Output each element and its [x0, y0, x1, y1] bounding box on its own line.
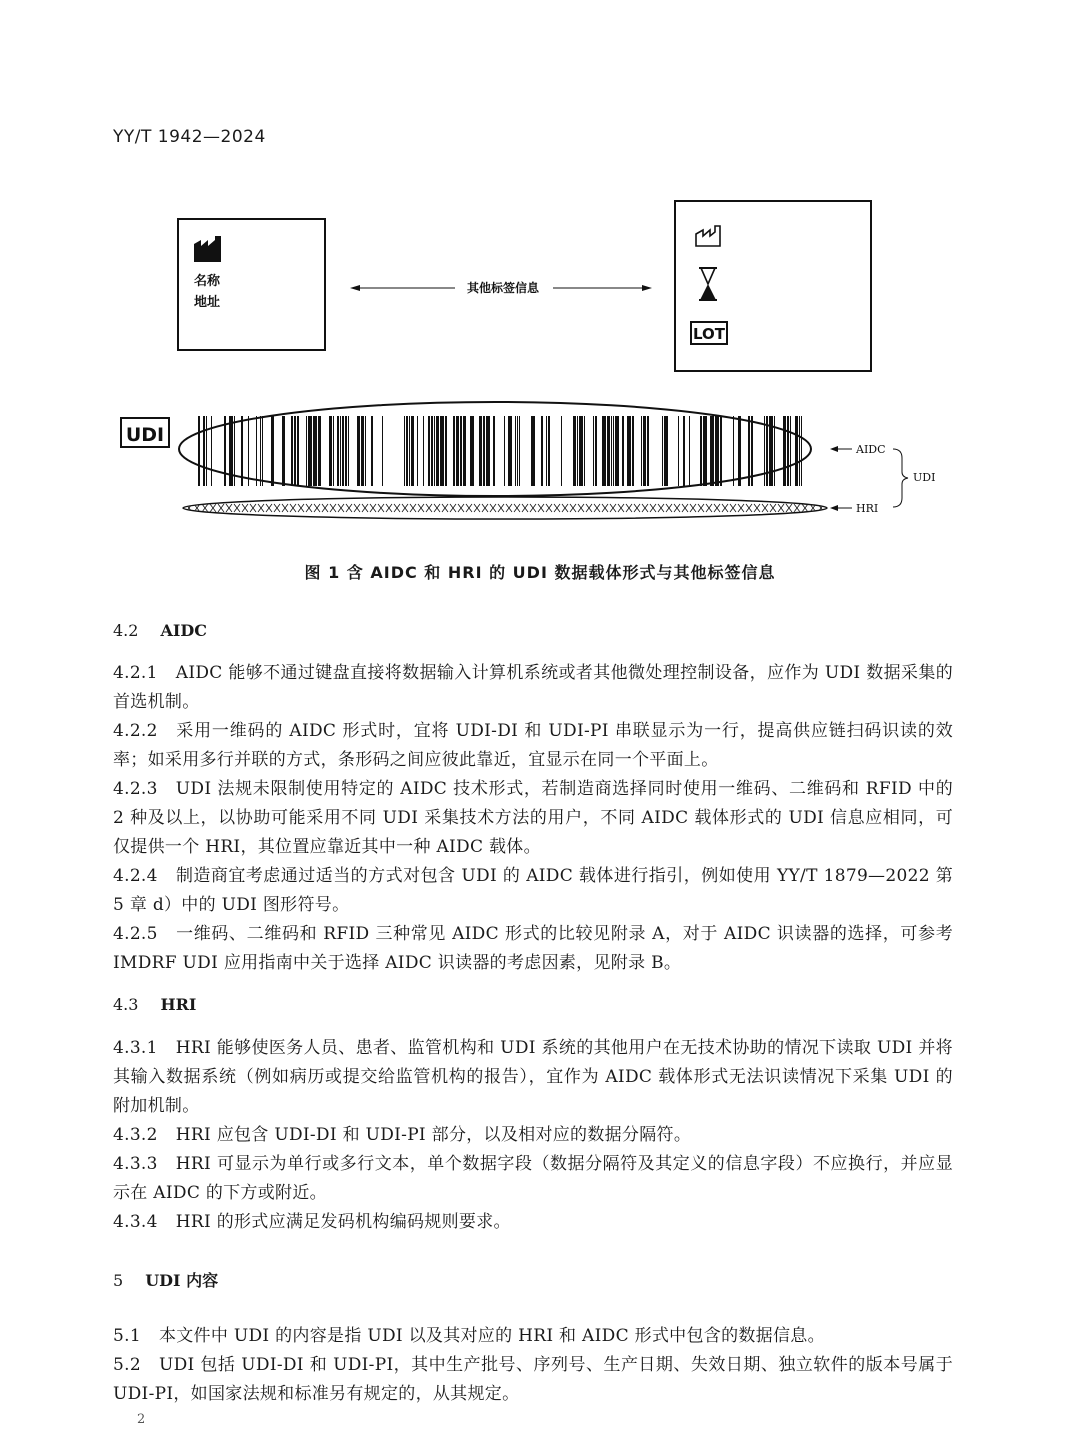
barcode-bar: [371, 416, 373, 486]
barcode-bar: [256, 416, 257, 486]
barcode-bar: [431, 416, 433, 486]
barcode-bar: [504, 416, 505, 486]
hri-cross-mark: [714, 504, 720, 512]
barcode-bar: [515, 416, 516, 486]
paragraph-4-3-3: 4.3.3 HRI 可显示为单行或多行文本，单个数据字段（数据分隔符及其定义的信息字段）不应换行，并应显示在 AIDC 的下方或附近。: [113, 1154, 953, 1203]
section-heading-5: 5 UDI 内容: [113, 1271, 219, 1290]
barcode-bar: [434, 416, 435, 486]
hri-cross-mark: [554, 504, 560, 512]
hri-cross-mark: [674, 504, 680, 512]
barcode-bar: [662, 416, 663, 486]
barcode-bar: [211, 416, 212, 486]
barcode-bar: [541, 416, 543, 486]
barcode-bar: [333, 416, 334, 486]
address-label: 地址: [194, 295, 221, 310]
aidc-label: AIDC: [856, 443, 886, 456]
barcode-bar: [456, 416, 459, 486]
barcode-bar: [579, 416, 583, 486]
hri-cross-mark: [618, 504, 624, 512]
hri-cross-mark: [778, 504, 784, 512]
paragraph-4-3-1: 4.3.1 HRI 能够使医务人员、患者、监管机构和 UDI 系统的其他用户在无技术协助的情况下读取 UDI 并将其输入数据系统（例如病历或提交给监管机构的报告），宜作为 AIDC 载体形式无法识读情况下采集 UDI 的附加机制。: [113, 1038, 953, 1116]
svg-text:LOT: LOT: [692, 325, 726, 343]
hri-cross-mark: [418, 504, 424, 512]
hri-cross-mark: [514, 504, 520, 512]
hri-cross-mark: [562, 504, 568, 512]
hri-cross-mark: [722, 504, 728, 512]
barcode-bar: [365, 416, 366, 486]
barcode-bar: [795, 416, 798, 486]
hri-cross-mark: [202, 504, 208, 512]
barcode-bar: [764, 416, 765, 486]
barcode-bar: [799, 416, 800, 486]
barcode-bar: [203, 416, 205, 486]
hri-cross-mark: [690, 504, 696, 512]
hri-cross-mark: [522, 504, 528, 512]
hri-cross-mark: [506, 504, 512, 512]
hri-cross-mark: [578, 504, 584, 512]
barcode-bar: [329, 416, 332, 486]
hri-cross-mark: [306, 504, 312, 512]
hri-cross-mark: [634, 504, 640, 512]
barcode-bar: [345, 416, 347, 486]
hri-pointer: [830, 505, 852, 511]
barcode-bar: [291, 416, 293, 486]
barcode-bar: [357, 416, 360, 486]
barcode-bar: [508, 416, 512, 486]
barcode-bar: [294, 416, 296, 486]
section-heading-4-2: 4.2 AIDC: [113, 621, 207, 640]
barcode-bar: [783, 416, 786, 486]
hri-cross-mark: [298, 504, 304, 512]
barcode-bar: [678, 416, 679, 486]
label-info-box: [675, 201, 871, 371]
hri-cross-mark: [378, 504, 384, 512]
barcode-bar: [615, 416, 619, 486]
barcode-bar: [738, 416, 741, 486]
factory-icon: [194, 236, 221, 262]
document-code: YY/T 1942—2024: [113, 127, 266, 147]
hri-cross-mark: [794, 504, 800, 512]
hourglass-icon: [699, 268, 717, 300]
hri-cross-mark: [330, 504, 336, 512]
hri-cross-mark: [546, 504, 552, 512]
hri-cross-mark: [538, 504, 544, 512]
hri-cross-mark: [730, 504, 736, 512]
barcode-bar: [440, 416, 444, 486]
hri-cross-mark: [442, 504, 448, 512]
barcode-bar: [703, 416, 707, 486]
hri-cross-mark: [666, 504, 672, 512]
barcode-bar: [627, 416, 631, 486]
hri-cross-mark: [498, 504, 504, 512]
barcode-bar: [519, 416, 520, 486]
udi-tag: [121, 418, 169, 447]
barcode-bar: [463, 416, 466, 486]
hri-cross-mark: [394, 504, 400, 512]
hri-cross-mark: [658, 504, 664, 512]
barcode-bar: [641, 416, 642, 486]
barcode-bar: [561, 416, 562, 486]
hri-cross-mark: [610, 504, 616, 512]
barcode-bar: [337, 416, 339, 486]
hri-cross-mark: [650, 504, 656, 512]
barcode-bar: [607, 416, 610, 486]
barcode-bar: [417, 416, 418, 486]
hri-cross-mark: [410, 504, 416, 512]
hri-cross-mark: [266, 504, 272, 512]
barcode-bar: [428, 416, 430, 486]
barcode-bar: [241, 416, 243, 486]
hri-cross-mark: [682, 504, 688, 512]
hri-cross-mark: [698, 504, 704, 512]
barcode-bar: [787, 416, 789, 486]
hri-cross-mark: [258, 504, 264, 512]
hri-cross-mark: [594, 504, 600, 512]
barcode-bar: [647, 416, 649, 486]
barcode-bar: [664, 416, 668, 486]
page-number: 2: [137, 1412, 146, 1427]
hri-cross-mark: [458, 504, 464, 512]
hri-cross-mark: [226, 504, 232, 512]
barcode-bar: [308, 416, 312, 486]
barcode-bar: [460, 416, 462, 486]
barcode-bar: [643, 416, 646, 486]
barcode-bar: [348, 416, 349, 486]
hri-cross-mark: [250, 504, 256, 512]
barcode-bar: [683, 416, 685, 486]
hri-cross-mark: [474, 504, 480, 512]
barcode-bar: [486, 416, 490, 486]
hri-cross-mark: [754, 504, 760, 512]
barcode-bar: [790, 416, 791, 486]
hri-cross-mark: [362, 504, 368, 512]
barcode-bar: [318, 416, 321, 486]
barcode-bar: [700, 416, 702, 486]
hri-cross-mark: [602, 504, 608, 512]
hri-ellipse: [183, 497, 827, 519]
hri-text-placeholder: [186, 504, 824, 512]
barcode-bar: [445, 416, 447, 486]
hri-cross-mark: [274, 504, 280, 512]
barcode-bar: [382, 416, 383, 486]
paragraph-5-1: 5.1 本文件中 UDI 的内容是指 UDI 以及其对应的 HRI 和 AIDC 形式中包含的数据信息。: [113, 1326, 825, 1346]
barcode-bar: [262, 416, 263, 486]
barcode-bar: [517, 416, 518, 486]
hri-cross-mark: [322, 504, 328, 512]
hri-cross-mark: [234, 504, 240, 512]
barcode-bar: [470, 416, 474, 486]
barcode-bar: [710, 416, 714, 486]
hri-cross-mark: [242, 504, 248, 512]
barcode-bar: [436, 416, 439, 486]
section-heading-4-3: 4.3 HRI: [113, 995, 197, 1014]
hri-cross-mark: [642, 504, 648, 512]
barcode-bar: [593, 416, 594, 486]
barcode-bar: [340, 416, 341, 486]
paragraph-4-2-5: 4.2.5 一维码、二维码和 RFID 三种常见 AIDC 形式的比较见附录 A，对于 AIDC 识读器的选择，可参考 IMDRF UDI 应用指南中关于选择 AIDC 识读器的考虑因素，见附录 B。: [113, 924, 953, 973]
hri-cross-mark: [586, 504, 592, 512]
hri-cross-mark: [370, 504, 376, 512]
hri-cross-mark: [338, 504, 344, 512]
paragraph-4-3-2: 4.3.2 HRI 应包含 UDI-DI 和 UDI-PI 部分，以及相对应的数据分隔符。: [113, 1125, 692, 1145]
figure-caption: 图 1 含 AIDC 和 HRI 的 UDI 数据载体形式与其他标签信息: [304, 563, 776, 582]
hri-cross-mark: [314, 504, 320, 512]
barcode-bar: [689, 416, 690, 486]
barcode-bar: [404, 416, 405, 486]
paragraph-4-2-4: 4.2.4 制造商宜考虑通过适当的方式对包含 UDI 的 AIDC 载体进行指引，例如使用 YY/T 1879—2022 第 5 章 d）中的 UDI 图形符号。: [113, 866, 953, 915]
barcode-bar: [361, 416, 364, 486]
hri-cross-mark: [746, 504, 752, 512]
barcode-bar: [715, 416, 719, 486]
other-label-info: 其他标签信息: [466, 281, 540, 295]
barcode-bar: [595, 416, 597, 486]
barcode-bar: [573, 416, 576, 486]
hri-cross-mark: [762, 504, 768, 512]
hri-cross-mark: [346, 504, 352, 512]
barcode-bar: [720, 416, 722, 486]
barcode-bar: [622, 416, 624, 486]
hri-cross-mark: [218, 504, 224, 512]
barcode-bar: [411, 416, 414, 486]
barcode-bar: [313, 416, 317, 486]
hri-cross-mark: [290, 504, 296, 512]
barcode-bar: [260, 416, 261, 486]
hri-cross-mark: [490, 504, 496, 512]
aidc-pointer: [830, 446, 852, 452]
barcode-bar: [271, 416, 274, 486]
barcode-bar: [224, 416, 226, 486]
barcode-bar: [632, 416, 634, 486]
barcode-bar: [453, 416, 455, 486]
barcode-bar: [342, 416, 344, 486]
barcode-bar: [611, 416, 612, 486]
barcode-bar: [748, 416, 750, 486]
barcode-bar: [801, 416, 802, 486]
hri-label: HRI: [856, 502, 879, 515]
hri-cross-mark: [426, 504, 432, 512]
barcode-bar: [602, 416, 606, 486]
paragraph-5-2: 5.2 UDI 包括 UDI-DI 和 UDI-PI，其中生产批号、序列号、生产日期、失效日期、独立软件的版本号属于 UDI-PI，如国家法规和标准另有规定的，从其规定。: [113, 1355, 953, 1404]
hri-cross-mark: [738, 504, 744, 512]
udi-figure: [0, 0, 1080, 540]
hri-cross-mark: [434, 504, 440, 512]
barcode-bar: [733, 416, 734, 486]
paragraph-4-2-1: 4.2.1 AIDC 能够不通过键盘直接将数据输入计算机系统或者其他微处理控制设备，应作为 UDI 数据采集的首选机制。: [113, 663, 953, 712]
name-label: 名称: [194, 274, 221, 289]
barcode: [198, 416, 802, 486]
hri-cross-mark: [466, 504, 472, 512]
barcode-bar: [282, 416, 285, 486]
barcode-bar: [206, 416, 207, 486]
barcode-bar: [766, 416, 768, 486]
hri-cross-mark: [770, 504, 776, 512]
lot-symbol: [691, 322, 727, 344]
hri-cross-mark: [210, 504, 216, 512]
hri-cross-mark: [626, 504, 632, 512]
barcode-bar: [493, 416, 495, 486]
udi-brace-label: UDI: [913, 471, 936, 484]
hri-cross-mark: [802, 504, 808, 512]
barcode-bar: [198, 416, 200, 486]
barcode-bar: [406, 416, 408, 486]
barcode-bar: [531, 416, 535, 486]
hri-cross-mark: [570, 504, 576, 512]
barcode-bar: [584, 416, 585, 486]
barcode-bar: [577, 416, 578, 486]
hri-cross-mark: [450, 504, 456, 512]
barcode-bar: [479, 416, 482, 486]
barcode-bar: [306, 416, 307, 486]
hri-cross-mark: [530, 504, 536, 512]
barcode-bar: [297, 416, 299, 486]
barcode-bar: [548, 416, 550, 486]
barcode-bar: [613, 416, 614, 486]
barcode-bar: [248, 416, 249, 486]
svg-text:UDI: UDI: [125, 424, 165, 446]
udi-brace: [893, 449, 908, 507]
paragraph-4-2-3: 4.2.3 UDI 法规未限制使用特定的 AIDC 技术形式，若制造商选择同时使用一维码、二维码和 RFID 中的 2 种及以上，以协助可能采用不同 UDI 采集技术方法的用户，不同 AIDC 载体形式的 UDI 信息应相同，可仅提供一个 HRI，其位置应靠近其中一种 AIDC 载体。: [113, 779, 953, 857]
manufacture-date-icon: [696, 226, 720, 246]
barcode-bar: [546, 416, 547, 486]
hri-cross-mark: [386, 504, 392, 512]
barcode-bar: [423, 416, 424, 486]
paragraph-4-3-4: 4.3.4 HRI 的形式应满足发码机构编码规则要求。: [113, 1212, 511, 1232]
hri-cross-mark: [402, 504, 408, 512]
hri-cross-mark: [482, 504, 488, 512]
hri-cross-mark: [706, 504, 712, 512]
hri-cross-mark: [786, 504, 792, 512]
paragraph-4-2-2: 4.2.2 采用一维码的 AIDC 形式时，宜将 UDI-DI 和 UDI-PI 串联显示为一行，提高供应链扫码识读的效率；如采用多行并联的方式，条形码之间应彼此靠近，宜显示在同一个平面上。: [113, 721, 953, 770]
barcode-bar: [409, 416, 410, 486]
hri-cross-mark: [282, 504, 288, 512]
hri-cross-mark: [354, 504, 360, 512]
barcode-bar: [483, 416, 485, 486]
